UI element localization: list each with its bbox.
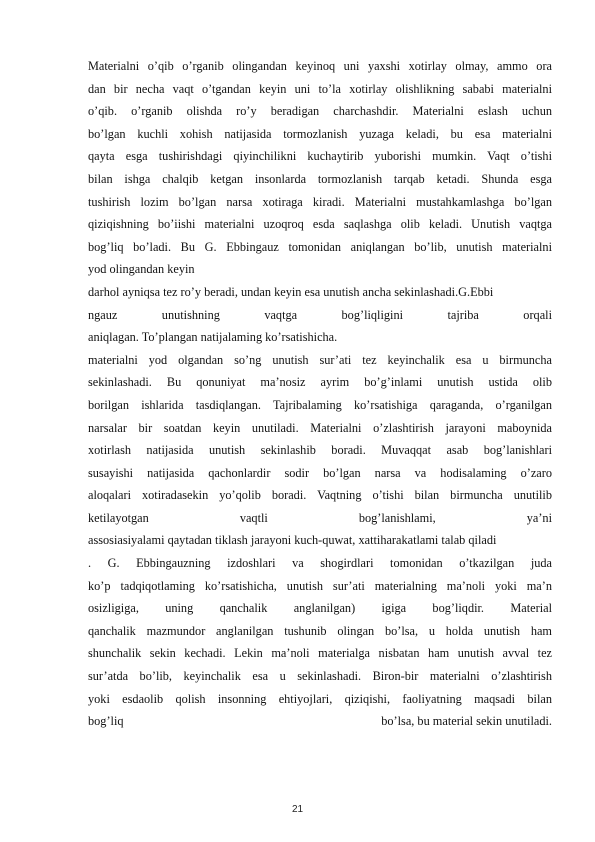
body-text-last-line: [88, 710, 552, 733]
text-line: darhol ayniqsa tez ro’y beradi, undan keyin esa unutish ancha sekinlashadi.G.Ebbi: [88, 284, 494, 299]
text-line: sekinlashadi. Bu qonuniyat ma’nosiz ayrim bo’g’inlami unutish ustida olib: [88, 375, 552, 390]
last-line-left: bog’liq: [88, 714, 124, 729]
text-line: . G. Ebbingauzning izdoshlari va shogirdlari tomonidan o’tkazilgan juda: [88, 556, 552, 571]
text-line: tushirish lozim bo’lgan narsa xotiraga kiradi. Materialni mustahkamlashga bo’lgan: [88, 194, 552, 209]
body-text: [88, 55, 552, 710]
text-line: xotirlash natijasida unutish sekinlashib boradi. Muvaqqat asab bog’lanishlari: [88, 443, 552, 458]
text-line: yoki esdaolib qolish insonning ehtiyojlari, qiziqishi, faoliyatning maqsadi bilan: [88, 691, 552, 706]
text-line: susayishi natijasida qachonlardir sodir bo’lgan narsa va hodisalaming o’zaro: [88, 465, 552, 480]
text-line: ketilayotgan vaqtli bog’lanishlami, ya’ni: [88, 510, 552, 525]
text-line: sur’atda bo’lib, keyinchalik esa u sekinlashadi. Biron-bir materialni o’zlashtirish: [88, 669, 552, 684]
text-line: dan bir necha vaqt o’tgandan keyin uni to’la xotirlay olishlikning sababi materialni: [88, 81, 552, 96]
text-line: ngauz unutishning vaqtga bog’liqligini tajriba orqali: [88, 307, 552, 322]
text-line: qiziqishning bo’iishi materialni uzoqroq esda saqlashga olib keladi. Unutish vaqtga: [88, 217, 552, 232]
text-line: aloqalari xotiradasekin yo’qolib boradi. Vaqtning o’tishi bilan birmuncha unutilib: [88, 488, 552, 503]
page-number: 21: [291, 804, 304, 815]
text-line: Materialni o’qib o’rganib olingandan keyinoq uni yaxshi xotirlay olmay, ammo ora: [88, 59, 552, 73]
text-line: bo’lgan kuchli xohish natijasida tormozlanish yuzaga keladi, bu esa materialni: [88, 126, 552, 141]
text-line: qayta esga tushirishdagi qiyinchilikni kuchaytirib yuborishi mumkin. Vaqt o’tishi: [88, 149, 552, 164]
text-line: narsalar bir soatdan keyin unutiladi. Materialni o’zlashtirish jarayoni maboynida: [88, 420, 552, 435]
text-line: ko’p tadqiqotlaming ko’rsatishicha, unutish sur’ati materialning ma’noli yoki ma’n: [88, 578, 552, 593]
last-line-right: bo’lsa, bu material sekin unutiladi.: [381, 714, 552, 729]
text-line: materialni yod olgandan so’ng unutish sur’ati tez keyinchalik esa u birmuncha: [88, 352, 552, 367]
text-line: o’qib. o’rganib olishda ro’y beradigan charchashdir. Materialni eslash uchun: [88, 104, 552, 119]
text-line: aniqlagan. To’plangan natijalaming ko’rsatishicha.: [88, 330, 338, 345]
text-line: osizligiga, uning qanchalik anglanilgan) igiga bog’liqdir. Material: [88, 601, 552, 616]
text-line: qanchalik mazmundor anglanilgan tushunib olingan bo’lsa, u holda unutish ham: [88, 623, 552, 638]
text-line: borilgan ishlarida tasdiqlangan. Tajribalaming ko’rsatishiga qaraganda, o’rganilgan: [88, 397, 552, 412]
text-line: shunchalik sekin kechadi. Lekin ma’noli materialga nisbatan ham unutish avval tez: [88, 646, 552, 661]
text-line: assosiasiyalami qaytadan tiklash jarayoni kuch-quwat, xattiharakatlami talab qiladi: [88, 533, 497, 548]
text-line: bog’liq bo’ladi. Bu G. Ebbingauz tomonidan aniqlangan bo’lib, unutish materialni: [88, 239, 552, 254]
text-line: yod olingandan keyin: [88, 262, 195, 277]
text-line: bilan ishga chalqib ketgan insonlarda tormozlanish tarqab ketadi. Shunda esga: [88, 171, 552, 186]
